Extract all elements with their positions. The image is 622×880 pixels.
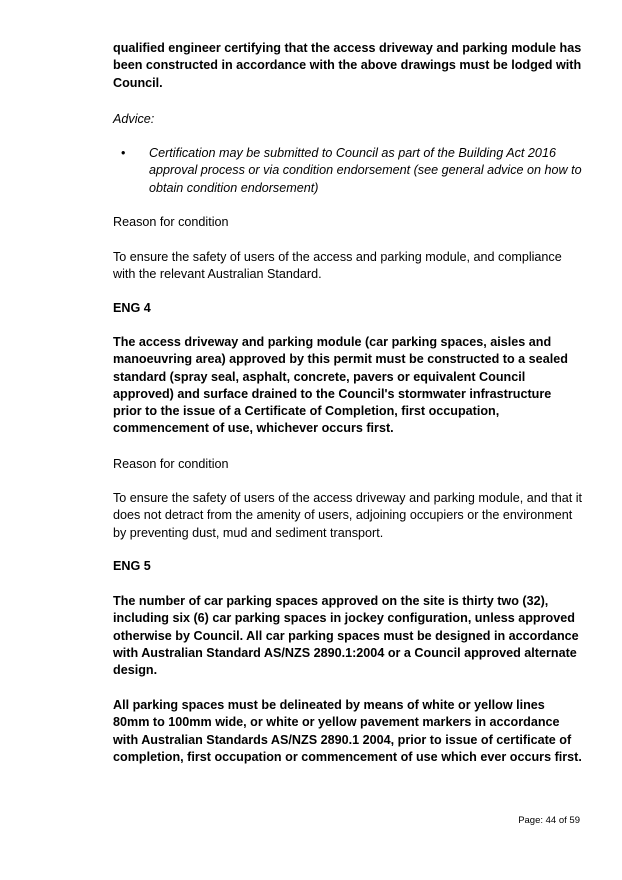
section-heading-eng4: ENG 4 <box>113 301 151 315</box>
bullet-icon: • <box>121 146 126 160</box>
section-heading-eng5: ENG 5 <box>113 559 151 573</box>
paragraph-certification: qualified engineer certifying that the access driveway and parking module has been constructed in accordance with the above drawings must be lodged with Council. <box>113 41 582 90</box>
reason-text: To ensure the safety of users of the access driveway and parking module, and that it does not detract from the amenity of users, adjoining occupiers or the environment by preventing dust, mud and sediment transport. <box>113 491 583 540</box>
advice-label: Advice: <box>113 112 155 126</box>
advice-item-text: Certification may be submitted to Council as part of the Building Act 2016 approval process or via condition endorsement (see general advice on how to obtain condition endorsement) <box>149 146 582 195</box>
eng5-condition-text: The number of car parking spaces approved on the site is thirty two (32), including six (6) car parking spaces in jockey configuration, unless approved otherwise by Council. All car parking spaces must be designed in accordance with Australian Standard AS/NZS 2890.1:2004 or a Council approved alternate design. <box>113 594 579 678</box>
eng5-delineation-text: All parking spaces must be delineated by means of white or yellow lines 80mm to 100mm wide, or white or yellow pavement markers in accordance with Australian Standards AS/NZS 2890.1 2004, prior to issue of certificate of completion, first occupation or commencement of use which ever occurs first. <box>113 698 582 764</box>
reason-text: To ensure the safety of users of the access and parking module, and compliance with the relevant Australian Standard. <box>113 250 562 282</box>
reason-label: Reason for condition <box>113 215 229 229</box>
eng4-condition-text: The access driveway and parking module (car parking spaces, aisles and manoeuvring area) approved by this permit must be constructed to a sealed standard (spray seal, asphalt, concrete, pavers or equivalent Council approved) and surface drained to the Council's stormwater infrastructure prior to the issue of a Certificate of Completion, first occupation, commencement of use, whichever occurs first. <box>113 335 568 436</box>
page-number: Page: 44 of 59 <box>518 815 580 826</box>
reason-label: Reason for condition <box>113 457 229 471</box>
